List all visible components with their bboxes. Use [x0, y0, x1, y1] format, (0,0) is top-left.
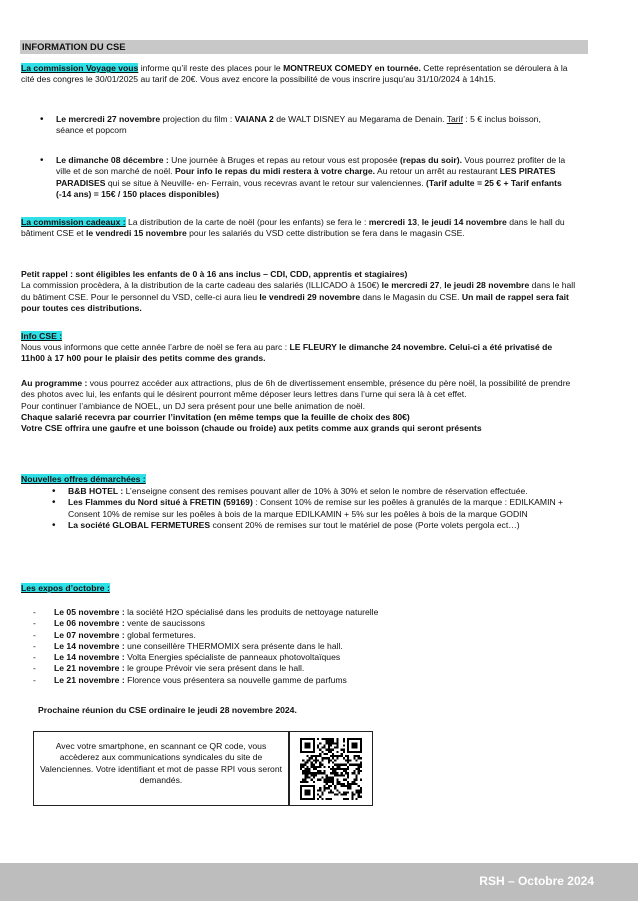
expos-heading-row — [21, 583, 578, 594]
section-header: INFORMATION DU CSE — [20, 40, 588, 54]
offres-list — [52, 486, 582, 531]
list-item: - Le 05 novembre : la société H2O spécialisé dans les produits de nettoyage naturelle — [33, 607, 573, 618]
list-item: • B&B HOTEL : L’enseigne consent des remises pouvant aller de 10% à 30% et selon le nombre de réservation effectuée. — [52, 486, 582, 497]
list-item: • La société GLOBAL FERMETURES consent 20% de remises sur tout le matériel de pose (Porte volets pergola ect…) — [52, 520, 582, 531]
list-item: - Le 21 novembre : le groupe Prévoir vie sera présent dans le hall. — [33, 663, 573, 674]
list-item: • Le dimanche 08 décembre : Une journée à Bruges et repas au retour vous est proposée (repas du soir). Vous pourrez profiter de la ville et de son marché de noël. Pour info le repas du midi restera à votre charge. Au retour un arrêt au restaurant LES PIRATES PARADISES qui se situe à Neuville- en- Ferrain, vous recevras avant le retour sur valenciennes. (Tarif adulte = 25 € + Tarif enfants (-14 ans) = 15€ / 150 places disponibles) — [40, 155, 575, 200]
list-item: - Le 21 novembre : Florence vous présentera sa nouvelle gamme de parfums — [33, 675, 573, 686]
list-item: - Le 07 novembre : global fermetures. — [33, 630, 573, 641]
list-item: • Le mercredi 27 novembre projection du film : VAIANA 2 de WALT DISNEY au Megarama de Denain. Tarif : 5 € inclus boisson, séance et popcorn — [40, 114, 570, 137]
list-item: - Le 14 novembre : une conseillère THERMOMIX sera présente dans le hall. — [33, 641, 573, 652]
voyage-list-2 — [40, 155, 575, 200]
qr-code-icon[interactable] — [300, 738, 362, 800]
footer-bar — [0, 863, 638, 901]
next-meeting: Prochaine réunion du CSE ordinaire le jeudi 28 novembre 2024. — [38, 705, 297, 715]
voyage-heading: La commission Voyage vous — [21, 63, 139, 73]
voyage-intro: La commission Voyage vous informe qu’il reste des places pour le MONTREUX COMEDY en tournée. Cette représentation se déroulera à la cité des congres le 30/01/2025 au tarif de 20€. Vous avez encore la possibilité de vous inscrire jusqu’au 31/10/2024 à 14h15. — [21, 63, 568, 85]
expos-list — [33, 607, 573, 686]
info-p1: Nous vous informons que cette année l’arbre de noël se fera au parc : LE FLEURY le dimanche 24 novembre. Celui-ci a été privatisé de 11h00 à 17 h00 pour le plaisir des petits comme des grands. — [21, 342, 553, 364]
list-item: - Le 06 novembre : vente de saucissons — [33, 618, 573, 629]
info-p2: Au programme : vous pourrez accéder aux attractions, plus de 6h de divertissement ensemble, présence du père noël, la possibilité de prendre des photos avec lui, les enfants qui le désirent pourront même déposer leurs lettres dans l’urne qui sera là à cet effet. Pour continuer l’ambiance de NOEL, un DJ sera présent pour une belle animation de noël. Chaque salarié recevra par courrier l’invitation (en même temps que la feuille de choix des 80€) Votre CSE offrira une gaufre et une boisson (chaude ou froide) aux petits comme aux grands qui seront présents — [21, 378, 571, 434]
offres-heading-row — [21, 474, 578, 485]
info-heading-row — [21, 331, 578, 342]
expos-heading: Les expos d’octobre : — [21, 583, 110, 593]
list-item: • Les Flammes du Nord situé à FRETIN (59169) : Consent 10% de remise sur les poêles à granulés de la marque : EDILKAMIN + Consent 10% de remise sur les poêles à bois de la marque EDILKAMIN + 5% sur les poêles à bois de la marque GODIN — [52, 497, 582, 520]
info-heading: Info CSE : — [21, 331, 63, 341]
cadeaux-p2: Petit rappel : sont éligibles les enfants de 0 à 16 ans inclus – CDI, CDD, apprentis et stagiaires) La commission procèdera, à la distribution de la carte cadeau des salariés (ILLICADO à 150€) le mercredi 27, le jeudi 28 novembre dans le hall du bâtiment CSE. Pour le personnel du VSD, celle-ci aura lieu le vendredi 29 novembre dans le Magasin du CSE. Un mail de rappel sera fait pour toutes ces distributions. — [21, 269, 576, 313]
qr-instructions: Avec votre smartphone, en scannant ce QR code, vous accèderez aux communications syndicales du site de Valenciennes. Votre identifiant et mot de passe RPI vous seront demandés. — [39, 741, 283, 785]
footer-label: RSH – Octobre 2024 — [479, 874, 594, 888]
offres-heading: Nouvelles offres démarchées : — [21, 474, 146, 484]
qr-image-cell — [289, 731, 373, 806]
voyage-list — [40, 114, 570, 137]
list-item: - Le 14 novembre : Volta Energies spécialiste de panneaux photovoltaïques — [33, 652, 573, 663]
cadeaux-p1: La commission cadeaux : La distribution de la carte de noël (pour les enfants) se fera le : mercredi 13, le jeudi 14 novembre dans le hall du bâtiment CSE et le vendredi 15 novembre pour les salariés du VSD cette distribution se fera dans le magasin CSE. — [21, 217, 565, 239]
cadeaux-heading: La commission cadeaux : — [21, 217, 126, 227]
